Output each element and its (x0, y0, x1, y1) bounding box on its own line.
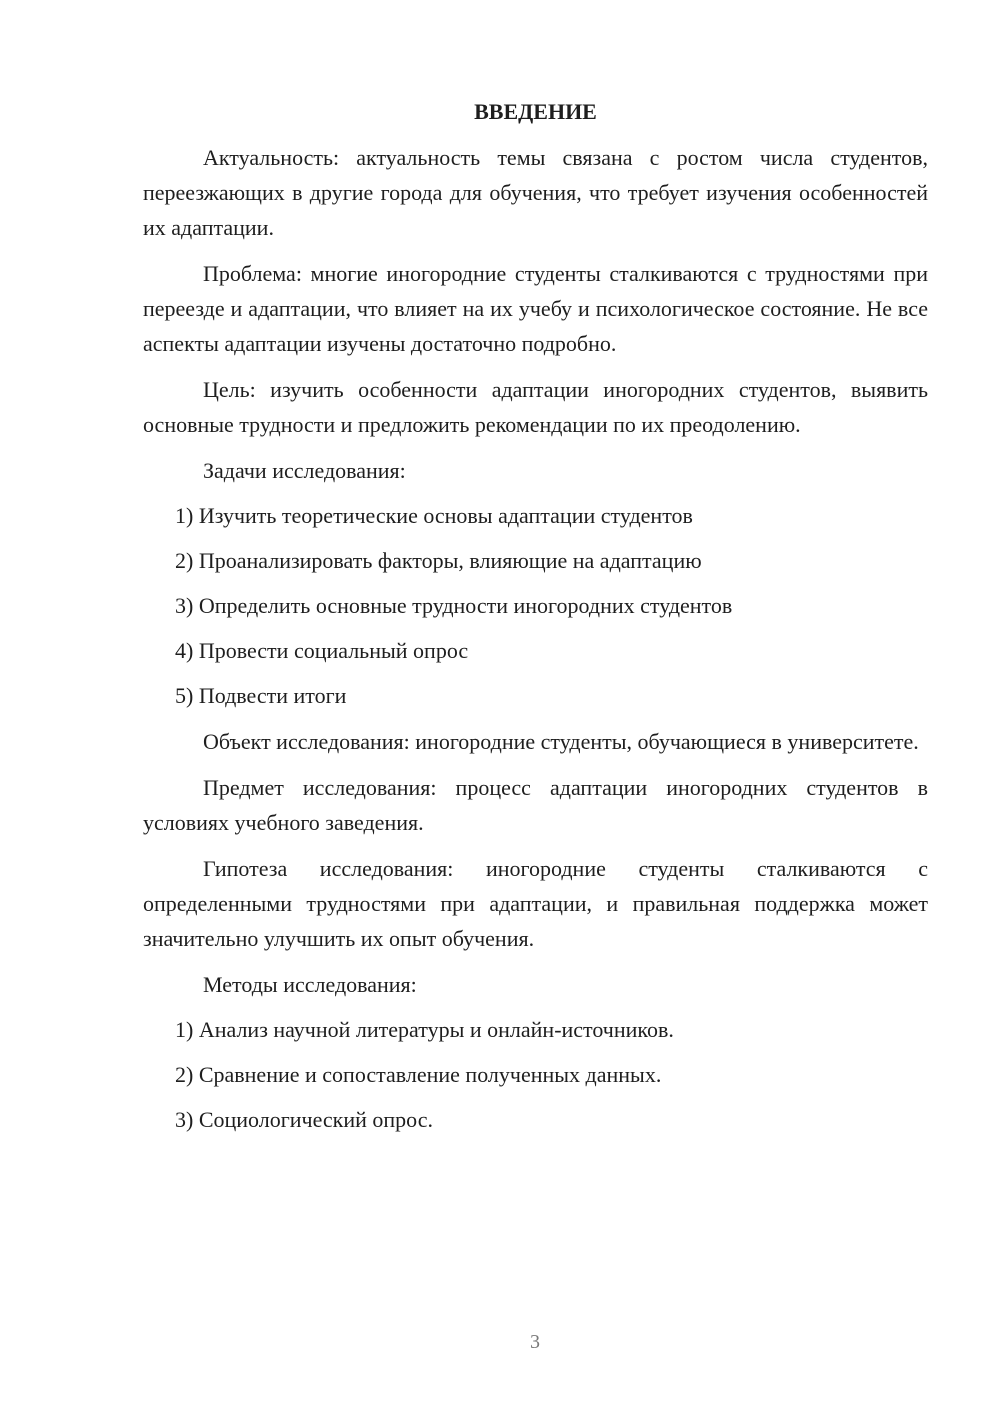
list-item: 1) Изучить теоретические основы адаптации студентов (175, 503, 693, 528)
list-item: 4) Провести социальный опрос (175, 638, 469, 663)
methods-heading: Методы исследования: (203, 972, 417, 997)
list-item: 2) Проанализировать факторы, влияющие на адаптацию (175, 548, 702, 573)
list-item: 3) Определить основные трудности иногородних студентов (175, 593, 733, 618)
list-item: 3) Социологический опрос. (175, 1107, 433, 1132)
hypothesis-paragraph: Гипотеза исследования: иногородние студенты сталкиваются с определенными трудностями при адаптации, и правильная поддержка может значительно улучшить их опыт обучения. (143, 856, 928, 951)
list-item: 1) Анализ научной литературы и онлайн-источников. (175, 1017, 674, 1042)
list-item: 5) Подвести итоги (175, 683, 347, 708)
page-title: ВВЕДЕНИЕ (474, 99, 597, 124)
page-content (143, 94, 928, 1137)
subject-paragraph: Предмет исследования: процесс адаптации иногородних студентов в условиях учебного заведения. (143, 775, 928, 835)
problem-paragraph: Проблема: многие иногородние студенты сталкиваются с трудностями при переезде и адаптации, что влияет на их учебу и психологическое состояние. Не все аспекты адаптации изучены достаточно подробно. (143, 261, 928, 356)
tasks-heading: Задачи исследования: (203, 458, 406, 483)
relevance-paragraph: Актуальность: актуальность темы связана с ростом числа студентов, переезжающих в другие города для обучения, что требует изучения особенностей их адаптации. (143, 145, 928, 240)
methods-list (143, 1012, 928, 1137)
list-item: 2) Сравнение и сопоставление полученных данных. (175, 1062, 662, 1087)
object-paragraph: Объект исследования: иногородние студенты, обучающиеся в университете. (203, 729, 919, 754)
goal-paragraph: Цель: изучить особенности адаптации иногородних студентов, выявить основные трудности и предложить рекомендации по их преодолению. (143, 377, 928, 437)
tasks-list (143, 498, 928, 713)
page-number: 3 (530, 1331, 540, 1353)
